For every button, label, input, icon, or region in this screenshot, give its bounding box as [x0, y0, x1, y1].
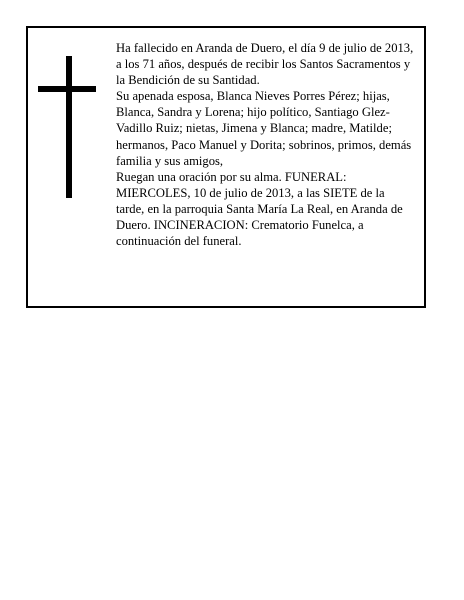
cross-horizontal-bar: [38, 86, 96, 92]
notice-text: [116, 40, 414, 249]
latin-cross-icon: [38, 56, 96, 198]
family-list-paragraph: Su apenada esposa, Blanca Nieves Porres Pérez; hijas, Blanca, Sandra y Lorena; hijo político, Santiago Glez-Vadillo Ruiz; nietas, Jimena y Blanca; madre, Matilde; hermanos, Paco Manuel y Dorita; sobrinos, primos, demás familia y sus amigos,: [116, 89, 412, 168]
death-announcement-paragraph: Ha fallecido en Aranda de Duero, el día 9 de julio de 2013, a los 71 años, después de recibir los Santos Sacramentos y la Bendición de su Santidad.: [116, 41, 414, 88]
cross-vertical-bar: [66, 56, 72, 198]
obituary-notice: [26, 26, 426, 308]
funeral-details-paragraph: Ruegan una oración por su alma. FUNERAL: MIERCOLES, 10 de julio de 2013, a las SIETE de la tarde, en la parroquia Santa María La Real, en Aranda de Duero. INCINERACION: Crematorio Funelca, a continuación del funeral.: [116, 169, 403, 249]
